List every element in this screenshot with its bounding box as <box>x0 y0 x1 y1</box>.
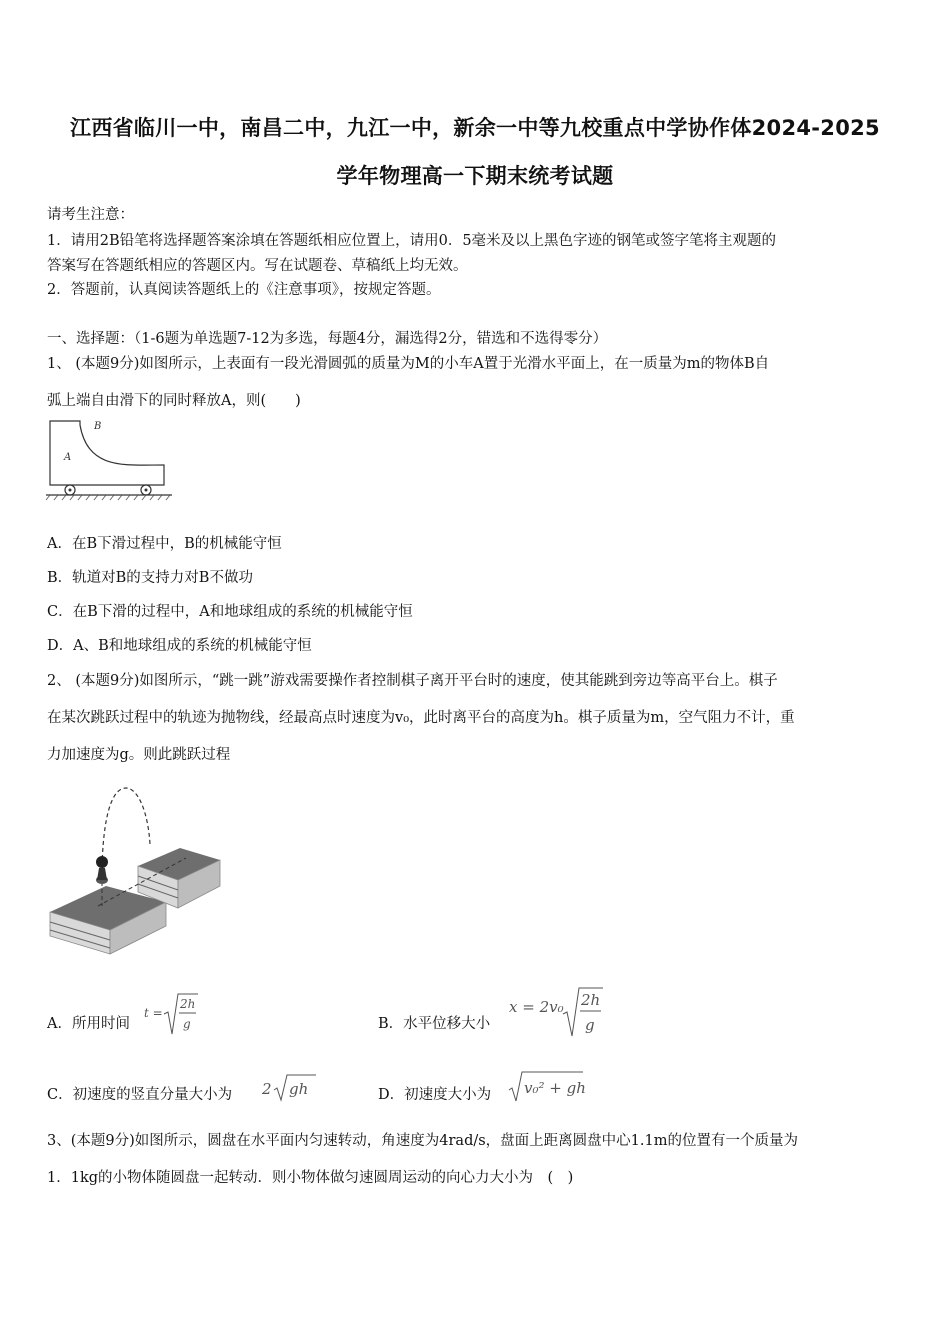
page-title-line2: 学年物理高一下期末统考试题 <box>336 164 614 188</box>
q2-stem-line1: 2、 (本题9分)如图所示，“跳一跳”游戏需要操作者控制棋子离开平台时的速度，使其能跳到旁边等高平台上。棋子 <box>47 673 778 689</box>
q2-option-d <box>378 1083 491 1104</box>
notice-heading: 请考生注意： <box>47 207 134 223</box>
q3-stem-line1: 3、(本题9分)如图所示，圆盘在水平面内匀速转动，角速度为4rad/s，盘面上距离圆盘中心1.1m的位置有一个质量为 <box>47 1133 798 1149</box>
q3-stem-line2: 1．1kg的小物体随圆盘一起转动．则小物体做匀速圆周运动的向心力大小为 ( ) <box>47 1170 574 1186</box>
q1-label-b: B <box>94 421 102 432</box>
notice-item2: 2．答题前，认真阅读答题纸上的《注意事项》，按规定答题。 <box>47 282 441 298</box>
page-title-line1: 江西省临川一中，南昌二中，九江一中，新余一中等九校重点中学协作体2024-2025 <box>70 116 880 140</box>
q2-b-den: g <box>585 1016 595 1034</box>
q2-option-d-text: D．初速度大小为 <box>378 1087 492 1103</box>
notice-item1-line2: 答案写在答题纸相应的答题区内。写在试题卷、草稿纸上均无效。 <box>47 258 468 274</box>
q2-c-coef: 2 <box>262 1080 272 1098</box>
q1-stem-line2: 弧上端自由滑下的同时释放A，则( ) <box>47 393 301 409</box>
q2-stem-line2: 在某次跳跃过程中的轨迹为抛物线，经最高点时速度为v₀，此时离平台的高度为h。棋子质量为m，空气阻力不计，重 <box>47 710 795 726</box>
q2-option-b-text: B．水平位移大小 <box>378 1016 491 1032</box>
q1-stem-line1: 1、 (本题9分)如图所示，上表面有一段光滑圆弧的质量为M的小车A置于光滑水平面上，在一质量为m的物体B自 <box>47 356 770 372</box>
q1-label-a: A <box>64 452 72 463</box>
q2-b-lhs: x = 2v₀ <box>509 998 564 1016</box>
q2-option-c-text: C．初速度的竖直分量大小为 <box>47 1087 233 1103</box>
q1-option-d: D．A、B和地球组成的系统的机械能守恒 <box>47 638 312 654</box>
q2-option-d-formula <box>507 1068 587 1104</box>
q2-option-b-formula <box>507 984 607 1040</box>
q1-option-c: C．在B下滑的过程中，A和地球组成的系统的机械能守恒 <box>47 604 413 620</box>
q2-a-num: 2h <box>180 997 196 1011</box>
q2-b-num: 2h <box>581 991 601 1009</box>
q1-option-a: A．在B下滑过程中，B的机械能守恒 <box>47 536 282 552</box>
q2-option-b <box>378 1012 490 1033</box>
q2-a-lhs: t = <box>144 1006 163 1020</box>
q2-d-rad: v₀² + gh <box>524 1079 586 1097</box>
q2-jump-game-figure <box>46 782 226 957</box>
q2-option-c-formula <box>260 1072 320 1104</box>
section-heading: 一、选择题：（1-6题为单选题7-12为多选，每题4分，漏选得2分，错选和不选得零分） <box>47 331 608 347</box>
q2-option-a-formula <box>142 990 202 1040</box>
q2-option-a <box>47 1012 130 1033</box>
q2-a-den: g <box>183 1017 191 1031</box>
q1-option-b: B．轨道对B的支持力对B不做功 <box>47 570 253 586</box>
notice-item1-line1: 1．请用2B铅笔将选择题答案涂填在答题纸相应位置上，请用0．5毫米及以上黑色字迹的钢笔或签字笔将主观题的 <box>47 233 777 249</box>
q2-option-a-text: A．所用时间 <box>47 1016 130 1032</box>
q2-c-rad: gh <box>289 1080 309 1098</box>
q2-option-c <box>47 1083 232 1104</box>
q2-stem-line3: 力加速度为g。则此跳跃过程 <box>47 747 231 763</box>
q1-cart-figure <box>44 415 174 505</box>
